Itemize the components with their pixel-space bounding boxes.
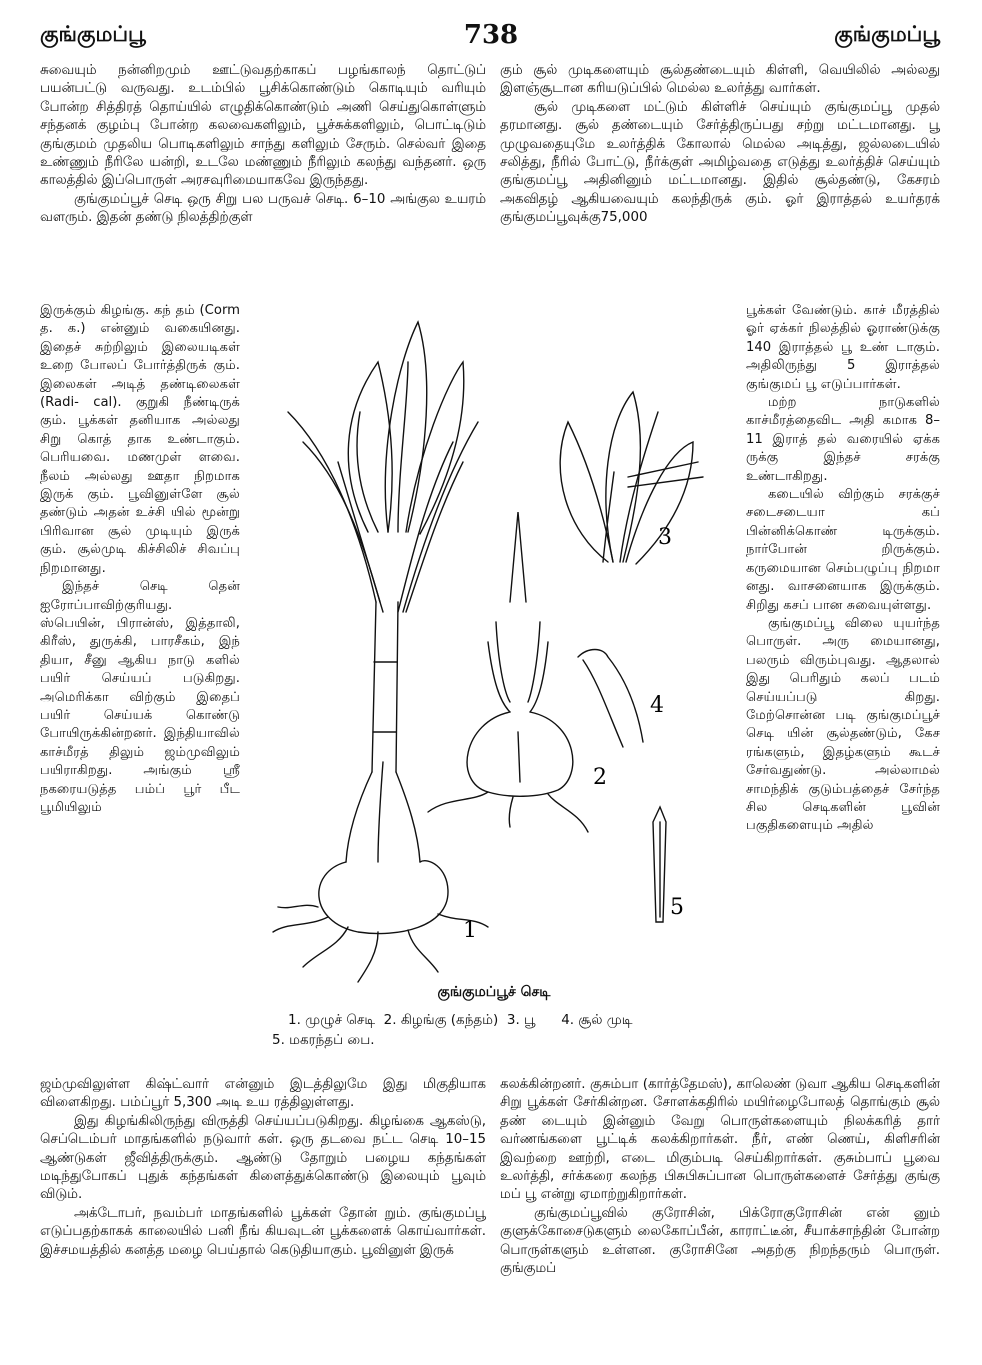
anther-drawing bbox=[653, 807, 666, 922]
paragraph: பூக்கள் வேண்டும். காச் மீரத்தில் ஓர் ஏக்கர் நிலத்தில் ஓராண்டுக்கு 140 இராத்தல் பூ உண் டாகும். அதிலிருந்து 5 இராத்தல் குங்குமப் பூ எடுப்பார்கள். bbox=[746, 303, 940, 392]
running-head-right: குங்குமப்பூ bbox=[834, 22, 940, 46]
saffron-plant-illustration bbox=[248, 302, 740, 997]
figure-caption-line: 1. முழுச் செடி 2. கிழங்கு (கந்தம்) 3. பூ 4. சூல் முடி bbox=[288, 1012, 633, 1028]
paragraph: சூல் முடிகளை மட்டும் கிள்ளிச் செய்யும் குங்குமப்பூ முதல் தரமானது. சூல் தண்டையும் சேர்த்திருப்பது சற்று மட்டமானது. பூ முழுவதையுமே உலர்த்திக் கோலால் மெல்ல அடித்து, ஜல்லடையில் சலித்து, நீரில் போட்டு, நீர்க்குள் அமிழ்வதை எடுத்து உலர்த்திச் செய்யும் குங்குமப்பூ அதினினும் மட்டமானது. இதில் சூல்தண்டு, கேசரம் அகவிதழ் ஆகியவையும் கலந்திருக் கும். ஓர் இராத்தல் உயர்தரக் குங்குமப்பூவுக்கு75,000 bbox=[500, 99, 940, 226]
whole-plant-drawing bbox=[273, 322, 488, 982]
paragraph: அக்டோபர், நவம்பர் மாதங்களில் பூக்கள் தோன் றும். குங்குமப்பூ எடுப்பதற்காகக் காலையில் பனி நீங் கியவுடன் பூக்களைக் கொய்வார்கள். இச்சமயத்தில் கனத்த மழை பெய்தால் கெடுதியாகும். பூவினுள் இருக் bbox=[40, 1205, 486, 1258]
paragraph: கலக்கின்றனர். குசும்பா (கார்த்தேமஸ்), காலெண் டுவா ஆகிய செடிகளின் சிறு பூக்கள் சேர்கின்றன. சோளக்கதிரில் மயிர்ழைபோலத் தொங்கும் சூல் தண் டையும் இன்னும் வேறு பொருள்களையும் நிலக்கரித் தார் வர்ணங்களை பூட்டிக் கலக்கிறார்கள். நீர், எண் ணெய், கிளிசரின் இவற்றை ஊற்றி, எடை மிகும்படி செய்கிறார்கள். குசும்பாப் பூவை உலர்த்தி, சர்க்கரை கலந்த பிசுபிசுப்பான பொருள்களைச் சேர்த்து குங்கு மப் பூ என்று ஏமாற்றுகிறார்கள். bbox=[500, 1077, 940, 1203]
corm-drawing bbox=[428, 512, 588, 832]
paragraph: குங்குமப்பூவில் குரோசின், பிக்ரோகுரோசின் என் னும் குளுக்கோசைடுகளும் லைகோப்பீன், காராட்டீன், சீயாக்சாந்தின் போன்ற பொருள்களும் உள்ளன. குரோசினே அதற்கு நிறந்தரும் பொருள். குங்குமப் bbox=[500, 1205, 940, 1277]
figure-number: 2 bbox=[593, 765, 607, 790]
paragraph: குங்குமப்பூ விலை யுயர்ந்த பொருள். அரு மையானது, பலரும் விரும்புவது. ஆதலால் இது பெரிதும் கலப் படம் செய்யப்படு கிறது. மேற்சொன்ன படி குங்குமப்பூச் செடி யின் சூல்தண்டும், கேச ரங்களும், இதழ்களும் கூடச் சேர்வதுண்டு. அல்லாமல் சாமந்திக் குடும்பத்தைச் சேர்ந்த சில செடிகளின் பூவின் பகுதிகளையும் அதில் bbox=[746, 615, 940, 834]
paragraph: இருக்கும் கிழங்கு. கந் தம் (Corm த. க.) என்னும் வகையினது. இதைச் சுற்றிலும் இலையடிகள் உறை போலப் போர்த்திருக் கும். இலைகள் அடித் தண்டிலைகள் (Radi- cal). குறுகி நீண்டிருக் கும். பூக்கள் தனியாக அல்லது சிறு கொத் தாக உண்டாகும். பெரியவை. மணமுள் ளவை. நீலம் அல்லது ஊதா நிறமாக இருக் கும். பூவினுள்ளே சூல் தண்டும் அதன் உச்சி யில் மூன்று பிரிவான சூல் முடியும் இருக் கும். சூல்முடி கிச்சிலிச் சிவப்பு நிறமானது. bbox=[40, 303, 240, 576]
figure-number: 5 bbox=[670, 895, 684, 920]
paragraph: குங்குமப்பூச் செடி ஒரு சிறு பல பருவச் செடி. 6–10 அங்குல உயரம் வளரும். இதன் தண்டு நிலத்திற்குள் bbox=[40, 191, 486, 226]
figure-number: 3 bbox=[658, 525, 672, 550]
paragraph: ஜம்முவிலுள்ள கிஷ்ட்வார் என்னும் இடத்திலுமே இது மிகுதியாக விளைகிறது. பம்ப்பூர் 5,300 அடி உய ரத்திலுள்ளது. bbox=[40, 1077, 486, 1111]
paragraph: மற்ற நாடுகளில் காச்மீரத்தைவிட அதி கமாக 8–11 இராத் தல் வரையில் ஏக்க ருக்கு இந்தச் சரக்கு உண்டாகிறது. bbox=[746, 395, 940, 484]
figure-caption-title: குங்குமப்பூச் செடி bbox=[437, 984, 551, 1000]
right-column-bottom bbox=[500, 1076, 940, 1278]
figure-caption-line: 5. மகரந்தப் பை. bbox=[272, 1032, 375, 1048]
left-column-narrow bbox=[40, 302, 240, 817]
left-column-bottom bbox=[40, 1076, 486, 1260]
paragraph: கடையில் விற்கும் சரக்குச் சடைசடையா கப் பின்னிக்கொண் டிருக்கும். நார்போன் றிருக்கும். கருமையான செம்பழுப்பு நிறமா னது. வாசனையாக இருக்கும். சிறிது கசப் பான சுவையுள்ளது. bbox=[746, 487, 940, 613]
paragraph: கும் சூல் முடிகளையும் சூல்தண்டையும் கிள்ளி, வெயிலில் அல்லது இளஞ்சூடான கரியடுப்பில் மெல்ல உலர்த்து வார்கள். bbox=[500, 63, 940, 97]
flower-drawing bbox=[560, 392, 703, 564]
left-column-top bbox=[40, 62, 486, 228]
page-number: 738 bbox=[463, 20, 519, 50]
running-head-left: குங்குமப்பூ bbox=[40, 22, 146, 46]
paragraph: இந்தச் செடி தென் ஐரோப்பாவிற்குரியது. ஸ்பெயின், பிரான்ஸ், இத்தாலி, கிரீஸ், துருக்கி, பாரசீகம், இந் தியா, சீனு ஆகிய நாடு களில் பயிர் செய்யப் படுகிறது. அமெரிக்கா விற்கும் இதைப் பயிர் செய்யக் கொண்டு போயிருக்கின்றனர். இந்தியாவில் காச்மீரத் திலும் ஜம்முவிலும் பயிராகிறது. அங்கும் ஸ்ரீ நகரையடுத்த பம்ப் பூர் பீட பூமியிலும் bbox=[40, 579, 240, 815]
stigma-drawing bbox=[578, 650, 643, 748]
right-column-top bbox=[500, 62, 940, 228]
paragraph: சுவையும் நன்னிறமும் ஊட்டுவதற்காகப் பழங்காலந் தொட்டுப் பயன்பட்டு வருவது. உடம்பில் பூசிக்கொண்டும் கொடியும் வரியும் போன்ற சித்திரத் தொய்யில் எழுதிக்கொண்டும் அணி செய்துகொள்ளும் சந்தனக் குழம்பு போன்ற கலவைகளிலும், பூச்சுக்களிலும், பொட்டிடும் குங்குமம் முதலிய பொடிகளிலும் சாந்து களிலும் சேரும். செல்வர் இதை உண்ணும் நீரிலே யன்றி, உடலே மண்ணும் நீரிலும் கலந்து வந்தனர். ஒரு காலத்தில் இப்பொருள் அரசவுரிமையாகவே இருந்தது. bbox=[40, 63, 486, 189]
figure-number: 1 bbox=[463, 918, 477, 943]
figure-number: 4 bbox=[650, 693, 664, 718]
paragraph: இது கிழங்கிலிருந்து விருத்தி செய்யப்படுகிறது. கிழங்கை ஆகஸ்டு, செப்டெம்பர் மாதங்களில் நடுவார் கள். ஒரு தடவை நட்ட செடி 10–15 ஆண்டுகள் ஜீவித்திருக்கும். ஆண்டு தோறும் பழைய கந்தங்கள் மடிந்துபோகப் புதுக் கந்தங்கள் கிளைத்துக்கொண்டு இலையும் பூவும் விடும். bbox=[40, 1113, 486, 1203]
right-column-narrow bbox=[746, 302, 940, 836]
